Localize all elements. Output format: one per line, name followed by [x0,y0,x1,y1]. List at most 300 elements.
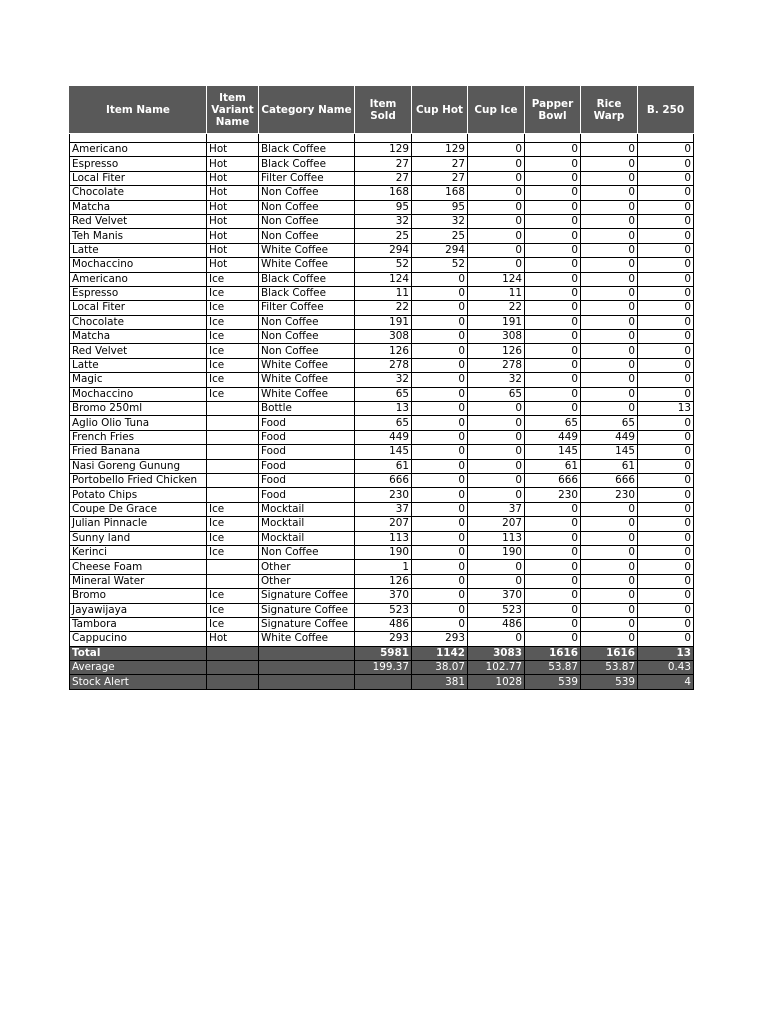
cell-b250: 0 [638,473,694,487]
summary-cell-rice-warp: 1616 [581,646,638,660]
table-row [70,200,694,214]
table-row [70,229,694,243]
cell-cup-ice: 0 [468,560,525,574]
cell-item-name: Matcha [70,330,207,344]
cell-category: Food [259,488,355,502]
cell-variant [207,488,259,502]
cell-category: Non Coffee [259,545,355,559]
cell-cup-hot: 0 [412,488,468,502]
cell-item-sold: 129 [355,143,412,157]
cell-rice-warp: 0 [581,171,638,185]
table-row [70,473,694,487]
cell-rice-warp: 0 [581,157,638,171]
cell-variant: Ice [207,286,259,300]
cell-rice-warp: 230 [581,488,638,502]
summary-cell-item-sold [355,675,412,689]
cell-item-sold: 370 [355,589,412,603]
cell-rice-warp: 0 [581,243,638,257]
cell-cup-ice: 37 [468,502,525,516]
cell-item-sold: 190 [355,545,412,559]
table-row [70,171,694,185]
cell-item-name: Kerinci [70,545,207,559]
cell-papper-bowl: 0 [525,603,581,617]
summary-cell-item-sold: 5981 [355,646,412,660]
cell-cup-ice: 308 [468,330,525,344]
cell-cup-hot: 0 [412,560,468,574]
cell-b250: 0 [638,286,694,300]
cell-cup-hot: 0 [412,545,468,559]
cell-cup-hot: 0 [412,301,468,315]
cell-cup-hot: 27 [412,157,468,171]
cell-cup-hot: 0 [412,286,468,300]
cell-item-name: Mochaccino [70,258,207,272]
cell-category: Bottle [259,402,355,416]
cell-cup-ice: 191 [468,315,525,329]
cell-item-name: Aglio Olio Tuna [70,416,207,430]
cell-papper-bowl: 0 [525,402,581,416]
summary-cell-item-sold: 199.37 [355,661,412,675]
cell-b250: 0 [638,603,694,617]
header-cup-ice: Cup Ice [468,87,525,134]
cell-cup-ice: 0 [468,459,525,473]
cell-cup-ice: 0 [468,402,525,416]
cell-category: Mocktail [259,531,355,545]
cell-b250: 0 [638,589,694,603]
summary-cell-b250: 0.43 [638,661,694,675]
cell-category: Other [259,560,355,574]
cell-cup-ice: 0 [468,488,525,502]
cell-rice-warp: 145 [581,445,638,459]
cell-variant: Ice [207,330,259,344]
cell-cup-ice: 523 [468,603,525,617]
cell-papper-bowl: 0 [525,301,581,315]
cell-rice-warp: 0 [581,517,638,531]
cell-cup-hot: 52 [412,258,468,272]
cell-item-sold: 95 [355,200,412,214]
cell-b250: 0 [638,157,694,171]
cell-category: Non Coffee [259,315,355,329]
cell-category: Signature Coffee [259,617,355,631]
cell-item-name: Mochaccino [70,387,207,401]
summary-cell-category [259,675,355,689]
cell-papper-bowl: 230 [525,488,581,502]
stock-report-table [69,86,694,690]
cell-rice-warp: 0 [581,574,638,588]
table-row [70,315,694,329]
cell-b250: 0 [638,200,694,214]
cell-cup-hot: 25 [412,229,468,243]
cell-b250: 0 [638,445,694,459]
cell-rice-warp: 0 [581,344,638,358]
cell-category: Non Coffee [259,186,355,200]
cell-item-sold: 27 [355,171,412,185]
cell-item-sold: 126 [355,344,412,358]
cell-item-name: Chocolate [70,186,207,200]
table-row [70,545,694,559]
cell-papper-bowl: 0 [525,502,581,516]
cell-item-name: Bromo [70,589,207,603]
cell-item-sold: 113 [355,531,412,545]
cell-b250: 0 [638,459,694,473]
cell-item-sold: 13 [355,402,412,416]
cell-category: Black Coffee [259,157,355,171]
cell-cup-ice: 65 [468,387,525,401]
cell-cup-hot: 32 [412,214,468,228]
header-item-name: Item Name [70,87,207,134]
cell-b250: 0 [638,416,694,430]
header-papper-bowl: Papper Bowl [525,87,581,134]
cell-b250: 0 [638,488,694,502]
summary-cell-cup-hot: 381 [412,675,468,689]
summary-cell-category [259,646,355,660]
summary-cell-variant [207,646,259,660]
cell-b250: 0 [638,272,694,286]
table-row [70,272,694,286]
cell-item-name: Local Fiter [70,171,207,185]
spacer-cell [581,134,638,143]
table-row [70,603,694,617]
cell-cup-hot: 129 [412,143,468,157]
cell-item-sold: 278 [355,358,412,372]
summary-cell-category [259,661,355,675]
summary-cell-b250: 13 [638,646,694,660]
cell-cup-hot: 0 [412,459,468,473]
cell-cup-hot: 294 [412,243,468,257]
cell-item-sold: 523 [355,603,412,617]
cell-cup-hot: 0 [412,315,468,329]
cell-b250: 0 [638,315,694,329]
cell-category: Non Coffee [259,229,355,243]
cell-category: Food [259,473,355,487]
table-row [70,214,694,228]
spacer-row [70,134,694,143]
cell-item-name: Nasi Goreng Gunung [70,459,207,473]
cell-cup-hot: 0 [412,589,468,603]
cell-category: White Coffee [259,358,355,372]
cell-item-sold: 61 [355,459,412,473]
cell-rice-warp: 0 [581,387,638,401]
cell-papper-bowl: 0 [525,286,581,300]
cell-cup-ice: 0 [468,473,525,487]
table-row [70,416,694,430]
table-row [70,445,694,459]
table-row [70,574,694,588]
cell-variant: Hot [207,186,259,200]
table-row [70,186,694,200]
cell-variant: Hot [207,258,259,272]
cell-papper-bowl: 0 [525,517,581,531]
cell-papper-bowl: 0 [525,171,581,185]
cell-cup-hot: 0 [412,416,468,430]
cell-category: Signature Coffee [259,589,355,603]
header-b250: B. 250 [638,87,694,134]
cell-papper-bowl: 0 [525,632,581,646]
cell-papper-bowl: 0 [525,157,581,171]
cell-item-sold: 126 [355,574,412,588]
cell-rice-warp: 0 [581,229,638,243]
summary-cell-variant [207,661,259,675]
cell-category: Food [259,459,355,473]
cell-papper-bowl: 0 [525,545,581,559]
cell-rice-warp: 0 [581,301,638,315]
cell-cup-ice: 0 [468,243,525,257]
cell-cup-ice: 0 [468,258,525,272]
cell-item-sold: 666 [355,473,412,487]
cell-papper-bowl: 449 [525,430,581,444]
table-row [70,502,694,516]
cell-variant: Hot [207,200,259,214]
cell-papper-bowl: 0 [525,214,581,228]
cell-item-name: Americano [70,143,207,157]
table-row [70,387,694,401]
spacer-cell [468,134,525,143]
cell-item-sold: 32 [355,373,412,387]
summary-label: Stock Alert [70,675,207,689]
cell-item-name: Portobello Fried Chicken [70,473,207,487]
cell-item-name: Latte [70,358,207,372]
cell-cup-ice: 190 [468,545,525,559]
cell-rice-warp: 0 [581,560,638,574]
cell-cup-ice: 0 [468,200,525,214]
summary-cell-papper-bowl: 53.87 [525,661,581,675]
spacer-cell [355,134,412,143]
cell-variant: Ice [207,603,259,617]
cell-cup-ice: 278 [468,358,525,372]
cell-item-name: Cheese Foam [70,560,207,574]
cell-papper-bowl: 0 [525,272,581,286]
summary-cell-cup-ice: 1028 [468,675,525,689]
table-row [70,157,694,171]
cell-category: Filter Coffee [259,171,355,185]
cell-rice-warp: 0 [581,143,638,157]
table-row [70,632,694,646]
spacer-cell [412,134,468,143]
table-row [70,301,694,315]
cell-papper-bowl: 0 [525,560,581,574]
summary-cell-cup-ice: 102.77 [468,661,525,675]
cell-item-sold: 449 [355,430,412,444]
cell-rice-warp: 666 [581,473,638,487]
cell-cup-ice: 0 [468,157,525,171]
cell-b250: 0 [638,344,694,358]
cell-item-name: Magic [70,373,207,387]
cell-cup-ice: 0 [468,143,525,157]
cell-cup-hot: 0 [412,330,468,344]
cell-variant [207,445,259,459]
cell-papper-bowl: 0 [525,617,581,631]
cell-item-sold: 11 [355,286,412,300]
cell-papper-bowl: 0 [525,574,581,588]
cell-rice-warp: 0 [581,402,638,416]
cell-category: White Coffee [259,258,355,272]
table-row [70,344,694,358]
cell-category: Non Coffee [259,330,355,344]
cell-papper-bowl: 0 [525,387,581,401]
cell-item-sold: 124 [355,272,412,286]
cell-variant: Ice [207,315,259,329]
cell-item-sold: 168 [355,186,412,200]
summary-cell-rice-warp: 539 [581,675,638,689]
cell-papper-bowl: 0 [525,315,581,329]
cell-rice-warp: 0 [581,545,638,559]
table-row [70,531,694,545]
cell-rice-warp: 0 [581,286,638,300]
cell-cup-hot: 0 [412,473,468,487]
summary-cell-papper-bowl: 1616 [525,646,581,660]
cell-cup-hot: 0 [412,574,468,588]
cell-cup-hot: 0 [412,445,468,459]
cell-variant: Hot [207,229,259,243]
header-cup-hot: Cup Hot [412,87,468,134]
cell-rice-warp: 0 [581,632,638,646]
cell-cup-ice: 0 [468,632,525,646]
cell-cup-ice: 0 [468,445,525,459]
table-row [70,517,694,531]
cell-cup-hot: 95 [412,200,468,214]
cell-b250: 0 [638,243,694,257]
cell-cup-ice: 32 [468,373,525,387]
cell-item-name: Latte [70,243,207,257]
cell-variant [207,560,259,574]
cell-variant: Hot [207,171,259,185]
cell-cup-ice: 11 [468,286,525,300]
cell-rice-warp: 0 [581,200,638,214]
cell-item-sold: 207 [355,517,412,531]
table-row [70,617,694,631]
cell-papper-bowl: 0 [525,143,581,157]
header-row [70,87,694,134]
cell-b250: 0 [638,373,694,387]
cell-item-sold: 32 [355,214,412,228]
cell-papper-bowl: 0 [525,330,581,344]
cell-cup-hot: 0 [412,617,468,631]
table-body [70,134,694,690]
cell-rice-warp: 65 [581,416,638,430]
cell-cup-hot: 0 [412,358,468,372]
cell-cup-hot: 0 [412,344,468,358]
cell-cup-hot: 0 [412,272,468,286]
cell-cup-ice: 0 [468,416,525,430]
table-row [70,243,694,257]
cell-rice-warp: 0 [581,603,638,617]
cell-item-sold: 308 [355,330,412,344]
summary-row [70,646,694,660]
summary-label: Average [70,661,207,675]
cell-cup-ice: 207 [468,517,525,531]
cell-b250: 0 [638,301,694,315]
cell-variant [207,473,259,487]
cell-papper-bowl: 65 [525,416,581,430]
cell-item-name: Teh Manis [70,229,207,243]
cell-rice-warp: 449 [581,430,638,444]
cell-cup-ice: 0 [468,229,525,243]
cell-category: Non Coffee [259,214,355,228]
cell-papper-bowl: 0 [525,229,581,243]
cell-papper-bowl: 61 [525,459,581,473]
cell-category: Filter Coffee [259,301,355,315]
table-row [70,330,694,344]
cell-item-sold: 27 [355,157,412,171]
table-row [70,488,694,502]
cell-b250: 0 [638,617,694,631]
cell-category: White Coffee [259,373,355,387]
cell-item-sold: 230 [355,488,412,502]
cell-b250: 0 [638,545,694,559]
summary-row [70,661,694,675]
cell-cup-ice: 486 [468,617,525,631]
summary-cell-b250: 4 [638,675,694,689]
cell-cup-hot: 0 [412,387,468,401]
cell-variant: Ice [207,373,259,387]
cell-b250: 0 [638,430,694,444]
cell-variant: Hot [207,143,259,157]
cell-variant: Ice [207,531,259,545]
cell-category: Signature Coffee [259,603,355,617]
cell-cup-ice: 370 [468,589,525,603]
cell-papper-bowl: 0 [525,358,581,372]
table-row [70,286,694,300]
cell-cup-ice: 126 [468,344,525,358]
cell-item-name: Matcha [70,200,207,214]
cell-item-sold: 486 [355,617,412,631]
cell-cup-ice: 0 [468,430,525,444]
cell-rice-warp: 0 [581,258,638,272]
cell-category: Non Coffee [259,200,355,214]
cell-item-sold: 37 [355,502,412,516]
cell-variant [207,430,259,444]
cell-variant: Ice [207,344,259,358]
cell-rice-warp: 0 [581,531,638,545]
cell-b250: 0 [638,502,694,516]
cell-cup-hot: 0 [412,402,468,416]
cell-item-name: Julian Pinnacle [70,517,207,531]
cell-item-sold: 25 [355,229,412,243]
cell-variant [207,402,259,416]
cell-cup-hot: 27 [412,171,468,185]
cell-b250: 0 [638,517,694,531]
cell-b250: 0 [638,330,694,344]
cell-item-name: Jayawijaya [70,603,207,617]
cell-b250: 0 [638,214,694,228]
cell-item-name: Sunny land [70,531,207,545]
cell-rice-warp: 61 [581,459,638,473]
cell-papper-bowl: 0 [525,373,581,387]
cell-papper-bowl: 0 [525,258,581,272]
cell-category: Black Coffee [259,286,355,300]
cell-b250: 0 [638,632,694,646]
cell-papper-bowl: 666 [525,473,581,487]
cell-rice-warp: 0 [581,315,638,329]
cell-cup-ice: 0 [468,171,525,185]
cell-rice-warp: 0 [581,186,638,200]
cell-rice-warp: 0 [581,373,638,387]
cell-item-sold: 65 [355,387,412,401]
cell-variant: Ice [207,301,259,315]
cell-rice-warp: 0 [581,358,638,372]
cell-rice-warp: 0 [581,214,638,228]
cell-cup-hot: 0 [412,502,468,516]
cell-category: Black Coffee [259,143,355,157]
cell-cup-hot: 293 [412,632,468,646]
cell-item-name: Americano [70,272,207,286]
cell-item-sold: 294 [355,243,412,257]
cell-cup-ice: 0 [468,574,525,588]
cell-category: Food [259,445,355,459]
cell-item-sold: 191 [355,315,412,329]
table-row [70,560,694,574]
cell-variant [207,574,259,588]
cell-item-name: Cappucino [70,632,207,646]
